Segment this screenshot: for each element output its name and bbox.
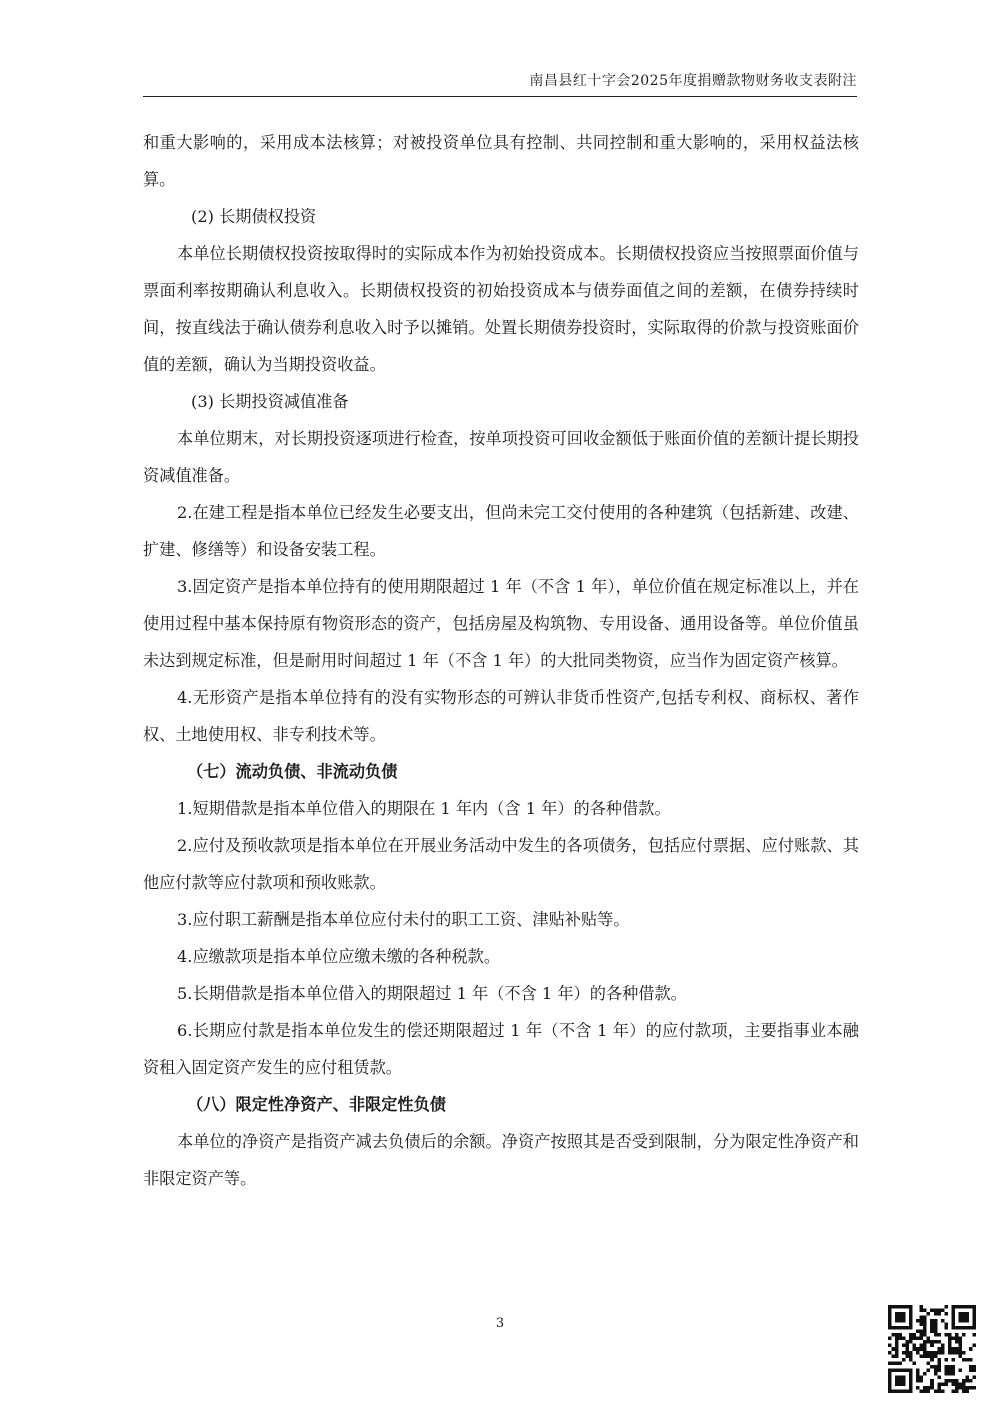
section-heading: （七）流动负债、非流动负债 [187,762,398,781]
paragraph: 3.应付职工薪酬是指本单位应付未付的职工工资、津贴补贴等。 [177,910,630,929]
subsection-title: (2) 长期债权投资 [191,207,317,226]
paragraph-continued: 和重大影响的，采用成本法核算；对被投资单位具有控制、共同控制和重大影响的，采用权益法核算。 [143,133,859,189]
paragraph: 本单位的净资产是指资产减去负债后的余额。净资产按照其是否受到限制，分为限定性净资产和非限定资产等。 [143,1132,859,1188]
paragraph: 1.短期借款是指本单位借入的期限在 1 年内（含 1 年）的各种借款。 [177,799,671,818]
paragraph: 本单位长期债权投资按取得时的实际成本作为初始投资成本。长期债权投资应当按照票面价值与票面利率按期确认利息收入。长期债权投资的初始投资成本与债券面值之间的差额，在债券持续时间，按直线法于确认债券利息收入时予以摊销。处置长期债券投资时，实际取得的价款与投资账面价值的差额，确认为当期投资收益。 [143,244,859,374]
paragraph: 3.固定资产是指本单位持有的使用期限超过 1 年（不含 1 年），单位价值在规定标准以上，并在使用过程中基本保持原有物资形态的资产，包括房屋及构筑物、专用设备、通用设备等。单位价值虽未达到规定标准，但是耐用时间超过 1 年（不含 1 年）的大批同类物资，应当作为固定资产核算。 [143,577,859,670]
header-title: 南昌县红十字会2025年度捐赠款物财务收支表附注 [529,73,857,89]
section-heading: （八）限定性净资产、非限定性负债 [187,1095,446,1114]
qr-code-icon [888,1305,976,1393]
document-body [143,124,859,1197]
paragraph: 2.在建工程是指本单位已经发生必要支出，但尚未完工交付使用的各种建筑（包括新建、改建、扩建、修缮等）和设备安装工程。 [143,503,859,559]
page-header [143,70,857,97]
page-number: 3 [495,1316,505,1331]
subsection-title: (3) 长期投资减值准备 [191,392,349,411]
paragraph: 4.无形资产是指本单位持有的没有实物形态的可辨认非货币性资产,包括专利权、商标权、著作权、土地使用权、非专利技术等。 [143,688,859,744]
paragraph: 4.应缴款项是指本单位应缴未缴的各种税款。 [177,947,501,966]
paragraph: 2.应付及预收款项是指本单位在开展业务活动中发生的各项债务，包括应付票据、应付账款、其他应付款等应付款项和预收账款。 [143,836,859,892]
paragraph: 5.长期借款是指本单位借入的期限超过 1 年（不含 1 年）的各种借款。 [177,984,687,1003]
paragraph: 6.长期应付款是指本单位发生的偿还期限超过 1 年（不含 1 年）的应付款项，主要指事业本融资租入固定资产发生的应付租赁款。 [143,1021,859,1077]
paragraph: 本单位期末，对长期投资逐项进行检查，按单项投资可回收金额低于账面价值的差额计提长期投资减值准备。 [143,429,859,485]
